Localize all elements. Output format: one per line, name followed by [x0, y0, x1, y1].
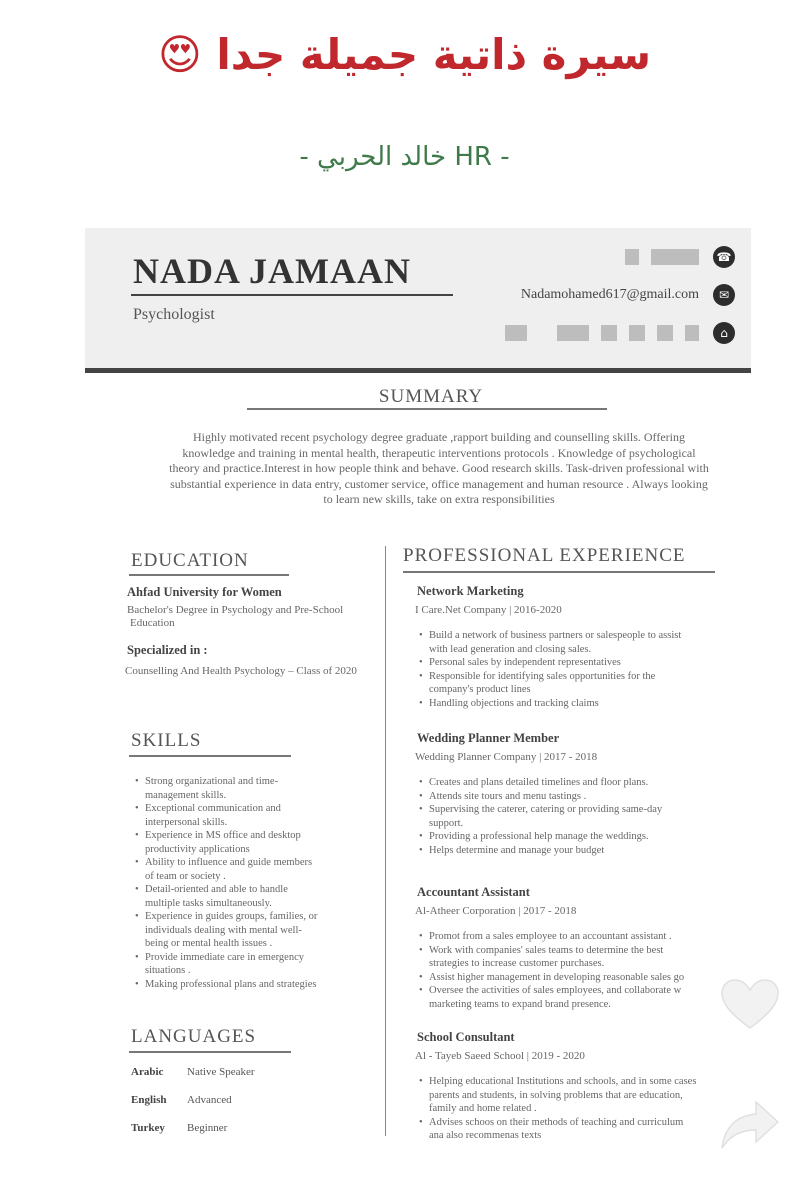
skill-line: • Making professional plans and strategies — [145, 978, 317, 990]
language-level: Advanced — [187, 1094, 232, 1106]
job-bullet-line: • Helping educational Institutions and schools, and in some cases — [429, 1076, 697, 1087]
job-bullet — [429, 629, 747, 656]
skill-line: interpersonal skills. — [145, 816, 228, 828]
language-name: Turkey — [131, 1122, 165, 1134]
job-entry — [417, 1030, 747, 1143]
candidate-name: NADA JAMAAN — [133, 251, 411, 291]
skill-line: • Provide immediate care in emergency — [145, 951, 304, 963]
job-bullet-line: parents and students, in solving problems that are education, — [429, 1089, 683, 1101]
job-title: Wedding Planner Member — [417, 731, 560, 745]
job-bullet-line: company's product lines — [429, 684, 531, 695]
job-bullet-line: • Creates and plans detailed timelines and floor plans. — [429, 777, 649, 788]
job-bullet-line: with lead generation and closing sales. — [429, 643, 592, 655]
specialized-label: Specialized in : — [127, 643, 208, 657]
redacted-address — [601, 325, 617, 341]
email-text: Nadamohamed617@gmail.com — [520, 287, 699, 302]
skill-item — [145, 802, 385, 829]
job-bullets — [417, 629, 747, 710]
job-bullet — [429, 697, 747, 711]
job-bullet-line: • Oversee the activities of sales employees, and collaborate w — [429, 985, 682, 996]
skill-line: • Detail-oriented and able to handle — [145, 884, 288, 895]
name-underline — [131, 294, 453, 296]
header-divider — [85, 368, 751, 373]
redacted-address — [685, 325, 699, 341]
job-bullet-line: support. — [429, 817, 464, 829]
summary-line: theory and practice.Interest in how people think and behave. Good research skills. Task-driven professional with — [169, 461, 709, 475]
skill-item — [145, 775, 385, 802]
summary-line: to learn new skills, take on extra responsibilities — [323, 492, 555, 506]
job-bullets — [417, 930, 747, 1011]
job-bullet — [429, 1075, 747, 1116]
job-title: Network Marketing — [417, 584, 524, 598]
job-bullet — [429, 844, 747, 858]
languages-title: LANGUAGES — [131, 1026, 257, 1047]
summary-line: knowledge and training in mental health, therapeutic interventions protocols . Knowledge of psychological — [182, 445, 696, 460]
education-underline — [129, 574, 289, 576]
skill-line: being or mental health issues . — [145, 938, 273, 949]
contact-phone — [613, 246, 735, 268]
post-title: سيرة ذاتية جميلة جدا 😍 — [157, 30, 652, 79]
share-icon[interactable] — [718, 1096, 782, 1152]
experience-underline — [403, 571, 715, 573]
home-icon: ⌂ — [713, 322, 735, 344]
job-bullet-line: • Providing a professional help manage the weddings. — [429, 831, 649, 842]
skills-list — [133, 775, 385, 991]
job-bullet — [429, 930, 747, 944]
job-bullet-line: • Helps determine and manage your budget — [429, 844, 605, 856]
job-bullet — [429, 830, 747, 844]
education-title: EDUCATION — [131, 550, 249, 571]
job-bullet-line: • Promot from a sales employee to an accountant assistant . — [429, 931, 672, 942]
job-bullet — [429, 984, 747, 1011]
redacted-phone — [651, 249, 699, 265]
skill-line: • Strong organizational and time- — [145, 776, 279, 787]
language-name: English — [131, 1094, 167, 1106]
skill-line: of team or society . — [145, 870, 226, 882]
skill-item — [145, 978, 385, 992]
job-bullet-line: family and home related . — [429, 1103, 537, 1114]
email-icon: ✉ — [713, 284, 735, 306]
contact-email — [521, 284, 735, 306]
skill-item — [145, 910, 385, 951]
job-bullet-line: • Responsible for identifying sales opportunities for the — [429, 670, 656, 682]
education-school: Ahfad University for Women — [127, 585, 282, 599]
language-item — [131, 1066, 255, 1078]
redacted-phone — [625, 249, 639, 265]
job-bullet — [429, 971, 747, 985]
education-degree — [127, 604, 343, 630]
job-title: Accountant Assistant — [417, 885, 530, 899]
skill-item — [145, 951, 385, 978]
summary-line: Highly motivated recent psychology degree graduate ,rapport building and counselling skills. Offering — [193, 430, 685, 444]
job-bullet-line: marketing teams to expand brand presence. — [429, 998, 611, 1010]
job-bullet — [429, 656, 747, 670]
redacted-address — [557, 325, 589, 341]
skill-item — [145, 829, 385, 856]
job-bullet — [429, 944, 747, 971]
skill-line: • Experience in guides groups, families, or — [145, 911, 318, 922]
language-item — [131, 1122, 227, 1134]
language-level: Native Speaker — [187, 1066, 255, 1078]
specialized-value: Counselling And Health Psychology – Class of 2020 — [125, 665, 357, 677]
column-divider — [385, 546, 386, 1136]
job-company: Wedding Planner Company | 2017 - 2018 — [415, 751, 598, 763]
job-entry — [417, 584, 747, 710]
job-bullet-line: • Supervising the caterer, catering or providing same-day — [429, 804, 663, 815]
language-item — [131, 1094, 232, 1106]
job-bullet — [429, 776, 747, 790]
job-bullet — [429, 803, 747, 830]
job-bullet-line: • Build a network of business partners or salespeople to assist — [429, 630, 682, 641]
degree-line: Education — [130, 617, 175, 629]
experience-title: PROFESSIONAL EXPERIENCE — [403, 545, 686, 566]
job-entry — [417, 731, 747, 857]
job-bullet-line: • Advises schoos on their methods of teaching and curriculum — [429, 1116, 684, 1128]
language-name: Arabic — [131, 1066, 164, 1078]
job-bullet-line: strategies to increase customer purchases. — [429, 958, 605, 969]
job-company: I Care.Net Company | 2016-2020 — [415, 604, 562, 616]
skill-line: multiple tasks simultaneously. — [145, 897, 272, 909]
job-company: Al - Tayeb Saeed School | 2019 - 2020 — [415, 1050, 585, 1062]
job-entry — [417, 885, 747, 1011]
skill-line: productivity applications — [145, 843, 250, 855]
job-bullets — [417, 776, 747, 857]
summary-line: substantial experience in data entry, customer service, office management and human resource . Always looking — [170, 476, 708, 491]
job-company: Al-Atheer Corporation | 2017 - 2018 — [415, 905, 577, 917]
job-title: School Consultant — [417, 1030, 515, 1044]
summary-underline — [247, 408, 607, 410]
phone-icon: ☎ — [713, 246, 735, 268]
post-subtitle: - خالد الحربي HR - — [299, 142, 510, 172]
skill-item — [145, 883, 385, 910]
summary-text — [129, 430, 749, 508]
redacted-address — [505, 325, 527, 341]
skill-line: • Exceptional communication and — [145, 803, 281, 814]
skills-title: SKILLS — [131, 730, 202, 751]
redacted-address — [629, 325, 645, 341]
skill-line: • Ability to influence and guide members — [145, 857, 313, 868]
job-bullet — [429, 790, 747, 804]
languages-underline — [129, 1051, 291, 1053]
job-bullet-line: • Work with companies' sales teams to determine the best — [429, 944, 664, 956]
job-bullet — [429, 1116, 747, 1143]
degree-line: Bachelor's Degree in Psychology and Pre-School — [127, 604, 344, 616]
skill-line: situations . — [145, 965, 191, 976]
skill-item — [145, 856, 385, 883]
heart-icon[interactable] — [718, 976, 782, 1032]
candidate-role: Psychologist — [133, 306, 215, 323]
skill-line: management skills. — [145, 789, 227, 801]
resume-sheet — [85, 228, 751, 1200]
skill-line: • Experience in MS office and desktop — [145, 830, 301, 841]
job-bullet-line: • Assist higher management in developing reasonable sales go — [429, 971, 685, 983]
redacted-address — [657, 325, 673, 341]
contact-address — [493, 322, 735, 344]
summary-title: SUMMARY — [378, 386, 484, 407]
job-bullet — [429, 670, 747, 697]
language-level: Beginner — [187, 1122, 228, 1134]
job-bullet-line: ana also recommenas texts — [429, 1130, 542, 1141]
job-bullets — [417, 1075, 747, 1143]
skills-underline — [129, 755, 291, 757]
job-bullet-line: • Personal sales by independent representatives — [429, 657, 621, 668]
job-bullet-line: • Handling objections and tracking claims — [429, 697, 599, 709]
skill-line: individuals dealing with mental well- — [145, 924, 302, 936]
job-bullet-line: • Attends site tours and menu tastings . — [429, 790, 587, 802]
